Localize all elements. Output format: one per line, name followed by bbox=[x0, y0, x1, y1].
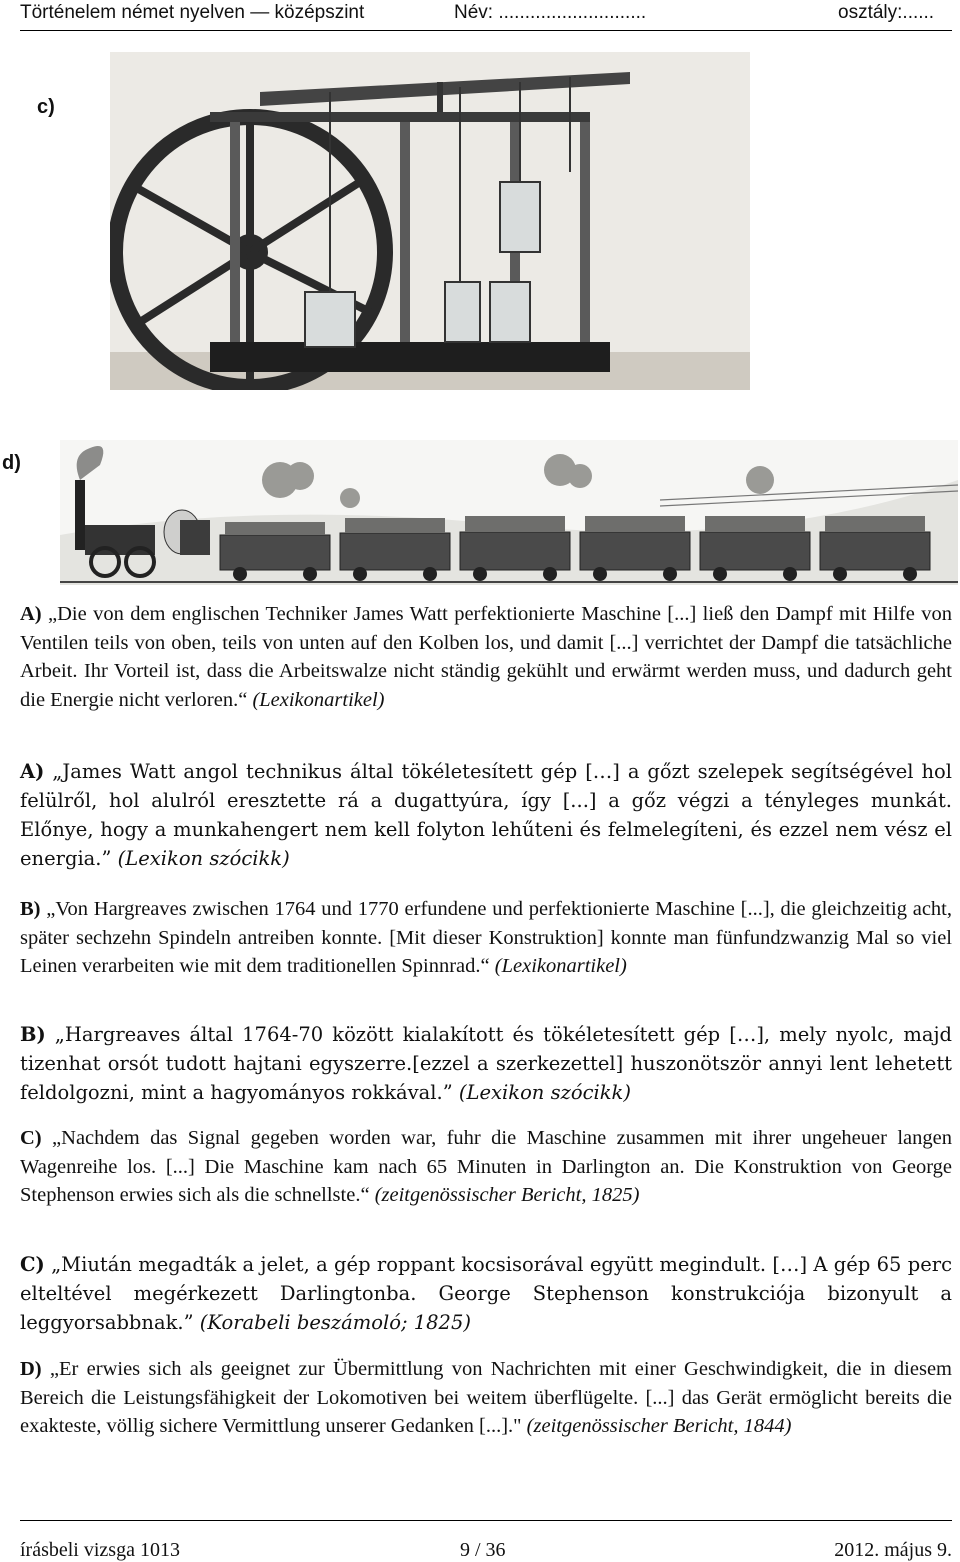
page-number: 9 / 36 bbox=[460, 1539, 506, 1561]
item-source: (Lexikonartikel) bbox=[494, 955, 627, 977]
exam-title: Történelem német nyelven — középszint bbox=[20, 2, 365, 23]
item-source: (zeitgenössischer Bericht, 1844) bbox=[526, 1415, 792, 1437]
item-source: (Lexikon szócikk) bbox=[117, 847, 290, 870]
item-b-hu bbox=[20, 1020, 952, 1107]
item-source: (zeitgenössischer Bericht, 1825) bbox=[374, 1184, 640, 1206]
item-source: (Lexikon szócikk) bbox=[458, 1081, 631, 1104]
item-text: „Von Hargreaves zwischen 1764 und 1770 erfundene und perfektionierte Maschine [...], die gleichzeitig acht, später sechzehn Spindeln antreiben konnte. [Mit dieser Konstruktion] konnte man fünfundzwanzig Mal so viel Leinen verarbeiten wie mit dem traditionellen Spinnrad.“ bbox=[20, 898, 952, 977]
item-letter: A) bbox=[20, 603, 42, 625]
item-source: (Lexikonartikel) bbox=[252, 688, 385, 711]
item-text: „Hargreaves által 1764-70 között kialakított és tökéletesített gép […], mely nyolc, majd tizenhat orsót tudott hajtani egyszerre.[ezzel a szerkezettel] huszonötször annyi lent lehetett feldolgozni, mint a hagyományos rokkával.” bbox=[20, 1023, 952, 1104]
name-field-label: Név: ............................ bbox=[454, 2, 647, 23]
item-d-de bbox=[20, 1355, 952, 1441]
image-label-c: c) bbox=[37, 96, 55, 118]
item-a-hu bbox=[20, 757, 952, 873]
item-c-de bbox=[20, 1124, 952, 1210]
item-letter: B) bbox=[20, 1023, 46, 1046]
item-letter: C) bbox=[20, 1253, 45, 1276]
item-text: „Nachdem das Signal gegeben worden war, fuhr die Maschine zusammen mit ihrer ungeheuer langen Wagenreihe los. [...] Die Maschine kam nach 65 Minuten in Darlington an. Die Konstruktion von George Stephenson erwies sich als die schnellste.“ bbox=[20, 1127, 952, 1206]
exam-code: írásbeli vizsga 1013 bbox=[20, 1539, 180, 1561]
page-footer bbox=[20, 1520, 952, 1561]
item-text: „Miután megadták a jelet, a gép roppant kocsisorával együtt megindult. […] A gép 65 perc elteltével megérkezett Darlingtonba. George Stephenson konstrukciója bizonyult a leggyorsabbnak.” bbox=[20, 1253, 952, 1334]
item-letter: C) bbox=[20, 1127, 42, 1149]
item-text: „James Watt angol technikus által tökéletesített gép […] a gőzt szelepek segítségével hol felülről, hol alulról eresztette rá a dugattyúra, így [...] a gőz végzi a tényleges munkát. Előnye, hogy a munkahengert nem kell folyton lehűteni és felmelegíteni, és ezzel nem vész el energia.” bbox=[20, 760, 952, 870]
image-label-d: d) bbox=[2, 452, 21, 474]
class-field-label: osztály:...... bbox=[838, 2, 935, 23]
item-b-de bbox=[20, 895, 952, 981]
item-a-de bbox=[20, 600, 952, 714]
item-source: (Korabeli beszámoló; 1825) bbox=[199, 1311, 471, 1334]
item-letter: B) bbox=[20, 898, 41, 920]
item-text: „Die von dem englischen Techniker James Watt perfektionierte Maschine [...] ließ den Dampf mit Hilfe von Ventilen teils von oben, teils von unten auf den Kolben los, und damit [...] verrichtet der Dampf die tatsächliche Arbeit. Ihr Vorteil ist, dass die Arbeitswalze nicht ständig gekühlt und erwärmt werden muss, und dadurch geht die Energie nicht verloren.“ bbox=[20, 603, 952, 711]
steam-engine-image bbox=[110, 52, 750, 390]
page-header bbox=[20, 0, 952, 31]
item-letter: D) bbox=[20, 1358, 42, 1380]
item-c-hu bbox=[20, 1250, 952, 1337]
item-letter: A) bbox=[20, 760, 45, 783]
item-text: „Er erwies sich als geeignet zur Übermittlung von Nachrichten mit einer Geschwindigkeit, die in diesem Bereich die Leistungsfähigkeit der Lokomotiven bei weitem überflügelte. [...] das Gerät ermöglicht bereits die exakteste, völlig sichere Vermittlung unserer Gedanken [...]." bbox=[20, 1358, 952, 1437]
train-image bbox=[60, 440, 958, 585]
exam-date: 2012. május 9. bbox=[834, 1539, 952, 1561]
